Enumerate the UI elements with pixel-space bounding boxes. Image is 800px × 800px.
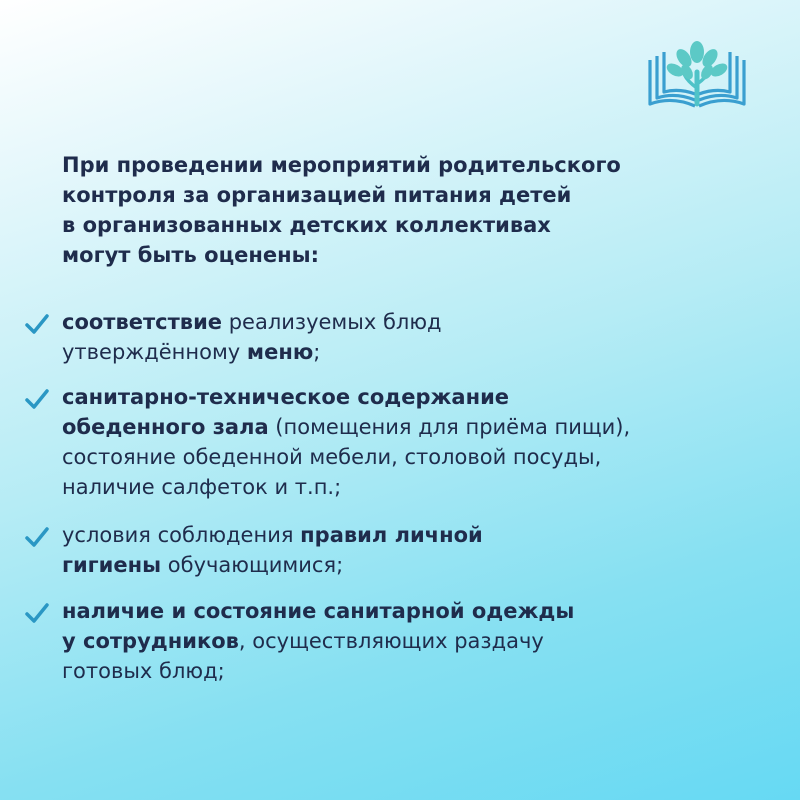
item-line [62,550,752,580]
checkmark-icon [24,526,50,548]
item-text: готовых блюд; [62,659,225,683]
item-bold: обеденного зала [62,415,269,439]
page-heading [62,150,742,270]
item-line [62,337,752,367]
item-line [62,656,752,686]
item-text: реализуемых блюд [222,310,442,334]
item-line [62,307,752,337]
heading-line: в организованных детских коллективах [62,213,551,237]
item-bold: наличие и состояние санитарной одежды [62,599,575,623]
heading-line: При проведении мероприятий родительского [62,153,621,177]
item-text: обучающимися; [161,553,344,577]
item-text: ; [313,340,321,364]
item-line [62,596,752,626]
checkmark-icon [24,313,50,335]
list-item [62,382,752,502]
item-line [62,472,752,502]
item-text: состояние обеденной мебели, столовой посуды, [62,445,602,469]
list-item [62,520,752,580]
item-text: утверждённому [62,340,247,364]
open-book-tree-logo [642,38,752,116]
heading-line: контроля за организацией питания детей [62,183,572,207]
item-text: наличие салфеток и т.п.; [62,475,342,499]
item-text: , осуществляющих раздачу [238,629,544,653]
item-line [62,382,752,412]
item-bold: санитарно-техническое содержание [62,385,510,409]
checkmark-icon [24,388,50,410]
item-bold: меню [246,340,314,364]
heading-line: могут быть оценены: [62,243,320,267]
item-line [62,626,752,656]
item-text: (помещения для приёма пищи), [268,415,631,439]
item-bold: у сотрудников [62,629,239,653]
item-line [62,412,752,442]
item-bold: соответствие [62,310,223,334]
item-bold: гигиены [62,553,162,577]
item-line [62,442,752,472]
item-text: условия соблюдения [62,523,301,547]
item-bold: правил личной [300,523,483,547]
item-line [62,520,752,550]
checkmark-icon [24,602,50,624]
list-item [62,307,752,367]
list-item [62,596,752,686]
